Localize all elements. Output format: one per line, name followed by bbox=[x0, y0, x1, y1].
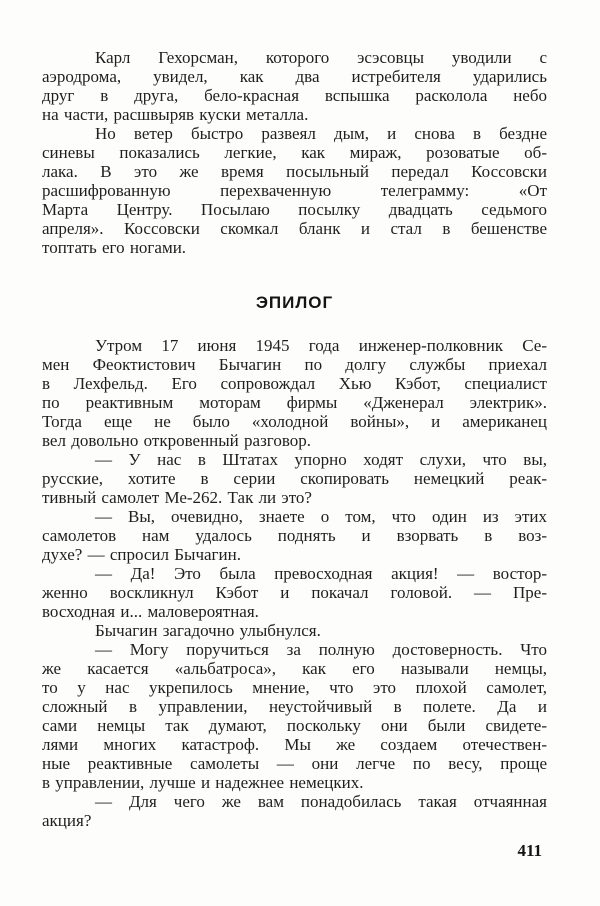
text-line: тивный самолет Ме-262. Так ли это? bbox=[42, 488, 312, 507]
text-line: то у нас укрепилось мнение, что это плохой самолет, bbox=[42, 678, 547, 697]
text-line: Карл Гехорсман, которого эсэсовцы уводили с bbox=[95, 48, 547, 67]
paragraphs-before-heading bbox=[42, 48, 547, 257]
text-line: на части, расшвыряв куски металла. bbox=[42, 105, 309, 124]
paragraph bbox=[42, 507, 547, 564]
text-line: сложный в управлении, неустойчивый в полете. Да и bbox=[42, 697, 547, 716]
text-line: вел довольно откровенный разговор. bbox=[42, 431, 311, 450]
text-line: восходная и... маловероятная. bbox=[42, 602, 259, 621]
page-number: 411 bbox=[517, 841, 542, 860]
paragraph bbox=[42, 792, 547, 830]
text-line: Но ветер быстро развеял дым, и снова в бездне bbox=[95, 124, 547, 143]
text-line: Тогда еще не было «холодной войны», и американец bbox=[42, 412, 547, 431]
text-line: женно воскликнул Кэбот и покачал головой. — Пре- bbox=[42, 583, 547, 602]
text-line: синевы показались легкие, как мираж, розоватые об- bbox=[42, 143, 547, 162]
text-line: аэродрома, увидел, как два истребителя ударились bbox=[42, 67, 547, 86]
text-line: ные реактивные самолеты — они легче по весу, проще bbox=[42, 754, 547, 773]
text-line: же касается «альбатроса», как его называли немцы, bbox=[42, 659, 547, 678]
paragraph bbox=[42, 450, 547, 507]
text-line: духе? — спросил Бычагин. bbox=[42, 545, 241, 564]
text-line: апреля». Коссовски скомкал бланк и стал в бешенстве bbox=[42, 219, 547, 238]
text-line: — Вы, очевидно, знаете о том, что один из этих bbox=[95, 507, 547, 526]
text-line: русские, хотите в серии скопировать немецкий реак- bbox=[42, 469, 547, 488]
text-line: друг в друга, бело-красная вспышка расколола небо bbox=[42, 86, 547, 105]
text-line: — Да! Это была превосходная акция! — востор- bbox=[95, 564, 547, 583]
text-line: топтать его ногами. bbox=[42, 238, 187, 257]
paragraph bbox=[42, 336, 547, 450]
text-line: Утром 17 июня 1945 года инженер-полковник Се- bbox=[95, 336, 547, 355]
text-line: Бычагин загадочно улыбнулся. bbox=[95, 621, 321, 640]
paragraph bbox=[42, 621, 547, 640]
text-line: мен Феоктистович Бычагин по долгу службы приехал bbox=[42, 355, 547, 374]
text-line: в Лехфельд. Его сопровождал Хью Кэбот, специалист bbox=[42, 374, 547, 393]
text-line: по реактивным моторам фирмы «Дженерал электрик». bbox=[42, 393, 547, 412]
paragraph bbox=[42, 564, 547, 621]
text-line: в управлении, лучше и надежнее немецких. bbox=[42, 773, 364, 792]
text-line: лака. В это же время посыльный передал Коссовски bbox=[42, 162, 547, 181]
text-line: самолетов нам удалось поднять и взорвать в воз- bbox=[42, 526, 547, 545]
chapter-heading: ЭПИЛОГ bbox=[255, 293, 334, 312]
paragraph bbox=[42, 124, 547, 257]
paragraph bbox=[42, 640, 547, 792]
paragraphs-after-heading bbox=[42, 336, 547, 830]
text-line: Марта Центру. Посылаю посылку двадцать седьмого bbox=[42, 200, 547, 219]
text-line: акция? bbox=[42, 811, 92, 830]
text-line: — Могу поручиться за полную достоверность. Что bbox=[95, 640, 547, 659]
text-line: сами немцы так думают, поскольку они были свидете- bbox=[42, 716, 547, 735]
text-line: — Для чего же вам понадобилась такая отчаянная bbox=[95, 792, 547, 811]
text-line: лями многих катастроф. Мы же создаем отечествен- bbox=[42, 735, 547, 754]
paragraph bbox=[42, 48, 547, 124]
text-column bbox=[42, 48, 547, 830]
text-line: — У нас в Штатах упорно ходят слухи, что вы, bbox=[95, 450, 547, 469]
text-line: расшифрованную перехваченную телеграмму: «От bbox=[42, 181, 547, 200]
